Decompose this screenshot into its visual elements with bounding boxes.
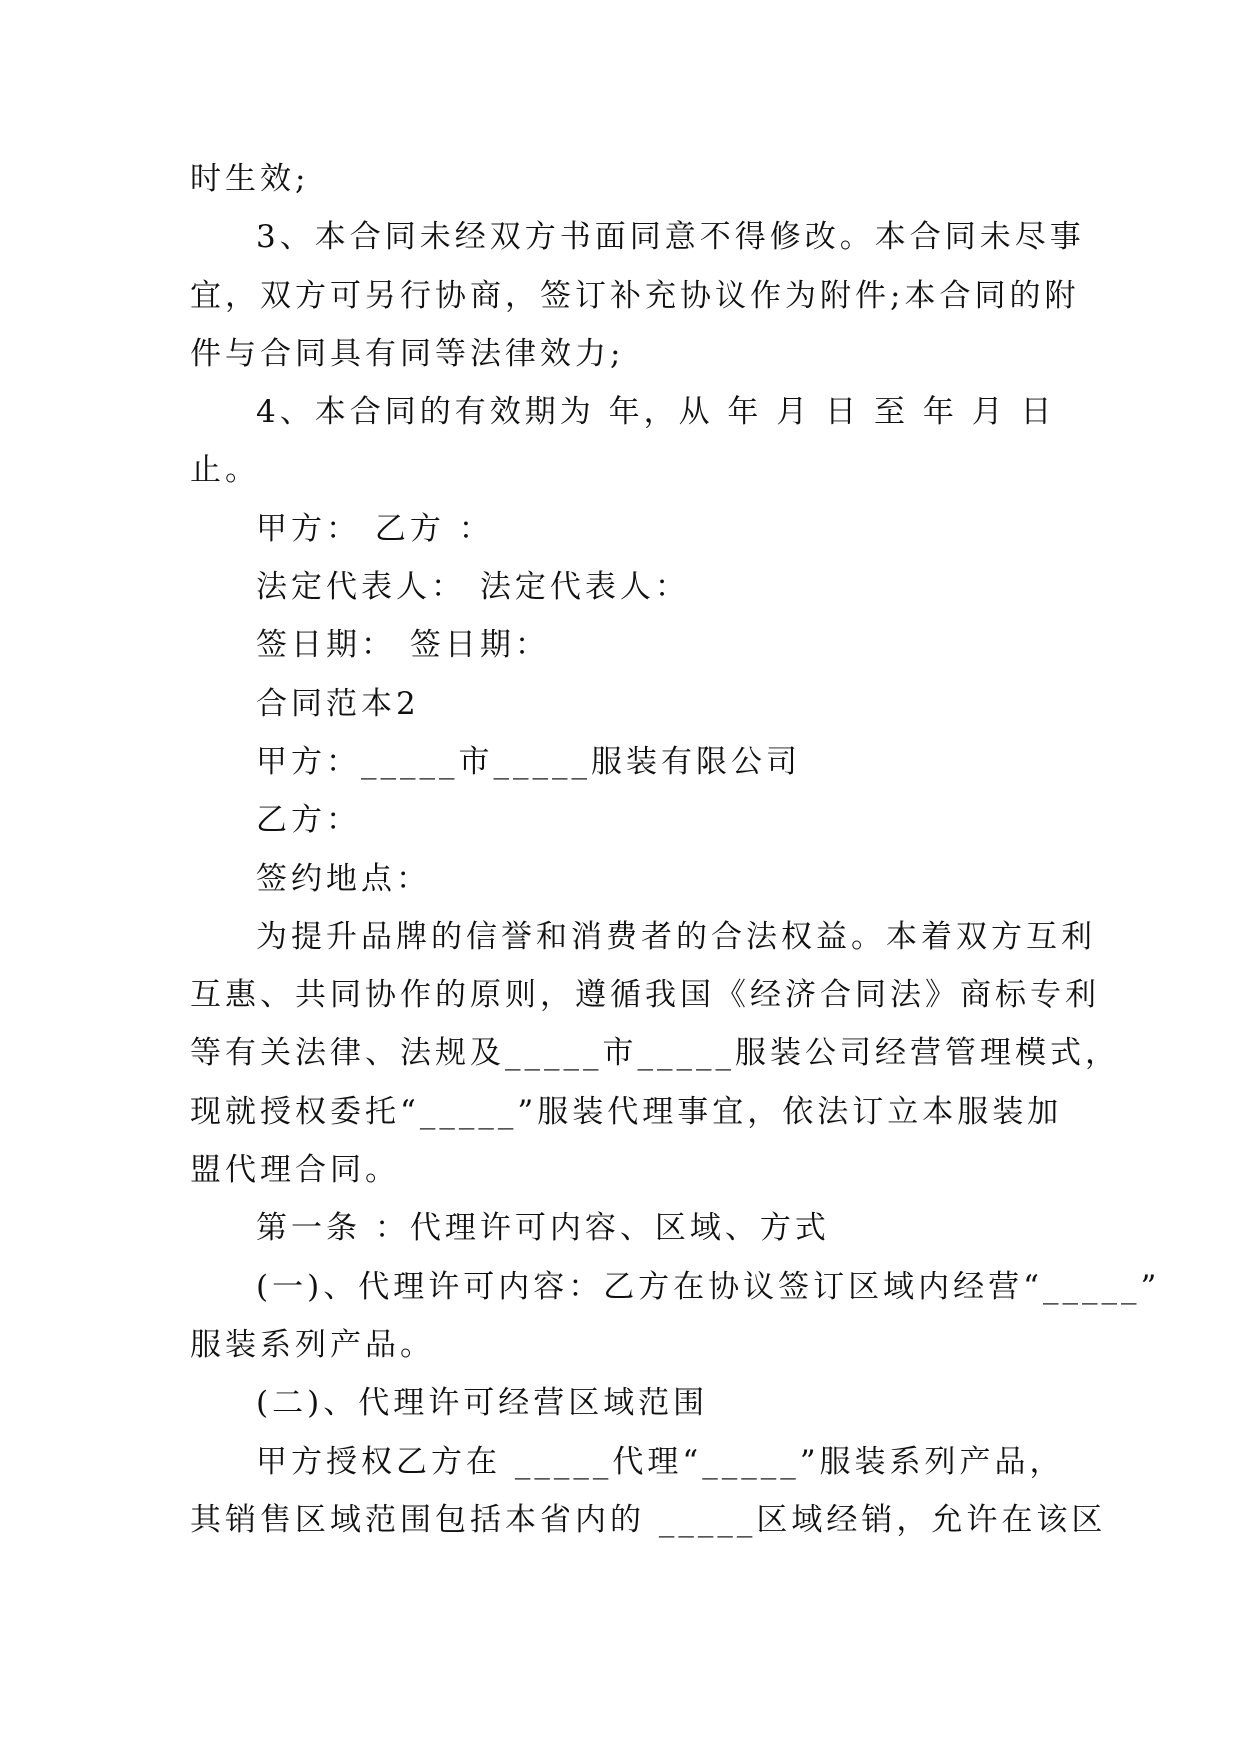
article-heading: 第一条 ：代理许可内容、区域、方式 — [256, 1210, 830, 1247]
text-line: 为提升品牌的信誉和消费者的合法权益。本着双方互利 — [256, 918, 1096, 955]
signing-place-line: 签约地点： — [256, 860, 431, 897]
subsection-heading: (二)、代理许可经营区域范围 — [256, 1385, 709, 1422]
party-b-line: 乙方： — [256, 802, 361, 839]
text-line: 4、本合同的有效期为 年，从 年 月 日 至 年 月 日 — [256, 394, 1056, 431]
text-line: 现就授权委托“_____”服装代理事宜，依法订立本服装加 — [190, 1093, 1063, 1130]
document-page — [190, 150, 1161, 1549]
text-line: 盟代理合同。 — [190, 1152, 400, 1189]
text-line: 其销售区域范围包括本省内的 _____区域经销，允许在该区 — [190, 1501, 1107, 1538]
signature-date-line: 签日期： 签日期： — [256, 627, 550, 664]
text-line: 服装系列产品。 — [190, 1326, 435, 1363]
signature-party-line: 甲方： 乙方 ： — [256, 510, 494, 547]
text-line: 等有关法律、法规及_____市_____服装公司经营管理模式， — [190, 1035, 1120, 1072]
text-line: (一)、代理许可内容：乙方在协议签订区域内经营“_____” — [256, 1268, 1161, 1305]
text-line: 止。 — [190, 452, 260, 489]
text-line: 互惠、共同协作的原则，遵循我国《经济合同法》商标专利 — [190, 977, 1100, 1014]
text-line: 3、本合同未经双方书面同意不得修改。本合同未尽事 — [256, 219, 1085, 256]
text-line: 宜，双方可另行协商，签订补充协议作为附件;本合同的附 — [190, 277, 1080, 314]
party-a-line: 甲方：_____市_____服装有限公司 — [256, 743, 801, 780]
section-title: 合同范本2 — [256, 685, 420, 722]
text-line: 件与合同具有同等法律效力; — [190, 335, 625, 372]
text-line: 时生效; — [190, 161, 310, 197]
text-line: 甲方授权乙方在 _____代理“_____”服装系列产品， — [256, 1443, 1065, 1480]
signature-representative-line: 法定代表人： 法定代表人： — [256, 569, 690, 606]
